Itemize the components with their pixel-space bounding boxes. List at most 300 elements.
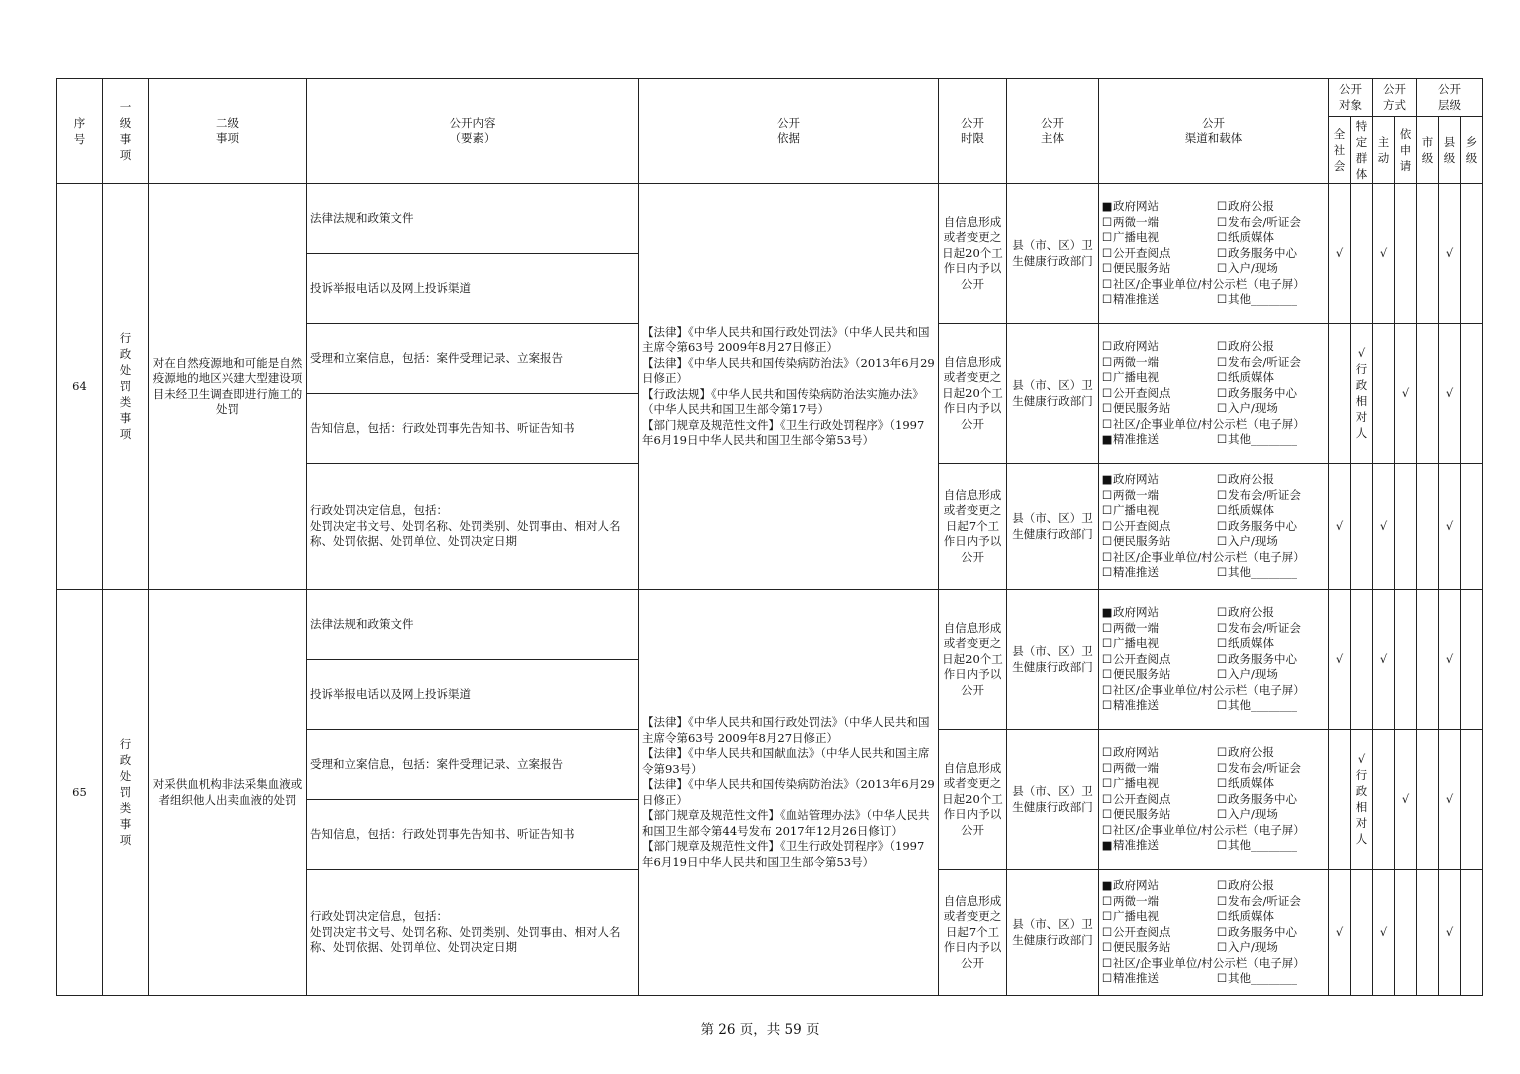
checkbox-icon: ■ (1101, 605, 1113, 620)
row-time-text: 自信息形成或者变更之日起20个工作日内予以公开 (942, 214, 1003, 291)
row-active-mark (1373, 324, 1395, 464)
row-city-mark (1417, 184, 1439, 324)
channel-list (1099, 472, 1328, 581)
row-active-mark (1373, 730, 1395, 870)
channel-label: 社区/企事业单位/村公示栏（电子屏） (1113, 682, 1305, 697)
row-subject-text: 县（市、区）卫生健康行政部门 (1012, 784, 1093, 814)
channel-label: 发布会/听证会 (1228, 487, 1301, 502)
row-subject (1007, 590, 1099, 730)
channel-label: 其他________ (1228, 565, 1297, 580)
channel-item-service_station (1101, 667, 1216, 683)
channel-item-push (1101, 432, 1216, 448)
channel-item-community (1101, 956, 1326, 972)
channel-label: 发布会/听证会 (1228, 620, 1301, 635)
channel-label: 两微一端 (1113, 214, 1159, 229)
checkbox-icon: ☐ (1101, 385, 1113, 400)
checkbox-icon: ☐ (1216, 605, 1228, 620)
row-time (939, 730, 1007, 870)
channel-item-service_station (1101, 401, 1216, 417)
checkbox-icon: ☐ (1216, 807, 1228, 822)
row-obj-all-mark-text: √ (1335, 652, 1344, 667)
channel-item-hearing (1216, 894, 1326, 910)
channel-item-push (1101, 292, 1216, 308)
row-county-mark (1439, 184, 1461, 324)
channel-list (1099, 745, 1328, 854)
row-level1 (103, 184, 149, 590)
table-row (57, 184, 1483, 254)
checkbox-icon: ☐ (1216, 339, 1228, 354)
row-time-text: 自信息形成或者变更之日起7个工作日内予以公开 (943, 893, 1002, 970)
channel-label: 政府网站 (1113, 605, 1159, 620)
channel-label: 便民服务站 (1113, 534, 1171, 549)
disclosure-table (56, 78, 1483, 996)
channel-item-community (1101, 683, 1326, 699)
channel-label: 其他________ (1228, 292, 1297, 307)
channel-item-paper (1216, 503, 1326, 519)
row-content-text: 投诉举报电话以及网上投诉渠道 (310, 280, 471, 295)
channel-item-community (1101, 417, 1326, 433)
channel-label: 广播电视 (1113, 230, 1159, 245)
channel-label: 其他________ (1228, 698, 1297, 713)
channel-label: 社区/企事业单位/村公示栏（电子屏） (1113, 416, 1305, 431)
channel-label: 公开查阅点 (1113, 924, 1171, 939)
channel-item-reading (1101, 386, 1216, 402)
channel-label: 广播电视 (1113, 909, 1159, 924)
row-obj-all-mark-text: √ (1335, 925, 1344, 940)
channel-item-broadcast (1101, 503, 1216, 519)
channel-item-service_center (1216, 792, 1326, 808)
channel-label: 两微一端 (1113, 354, 1159, 369)
header-subject (1007, 79, 1099, 184)
channel-label: 其他________ (1228, 432, 1297, 447)
row-time (939, 324, 1007, 464)
channel-label: 政府网站 (1113, 745, 1159, 760)
channel-label: 政府网站 (1113, 339, 1159, 354)
row-apply-mark-text: √ (1401, 386, 1410, 401)
row-active-mark (1373, 464, 1395, 590)
header-method-apply-text: 依申请 (1399, 126, 1412, 173)
checkbox-icon: ☐ (1216, 971, 1228, 986)
checkbox-icon: ☐ (1216, 518, 1228, 533)
channel-item-reading (1101, 792, 1216, 808)
channel-item-broadcast (1101, 909, 1216, 925)
row-town-mark (1461, 590, 1483, 730)
channel-label: 政务服务中心 (1228, 791, 1297, 806)
header-subject-text: 公开 主体 (1041, 115, 1064, 145)
channel-item-gazette (1216, 878, 1326, 894)
checkbox-icon: ☐ (1101, 261, 1113, 276)
row-subject-text: 县（市、区）卫生健康行政部门 (1012, 378, 1093, 408)
channel-label: 纸质媒体 (1228, 230, 1274, 245)
channel-item-website (1101, 878, 1216, 894)
row-level1-text: 行政处罚类事项 (119, 737, 132, 848)
channel-label: 便民服务站 (1113, 807, 1171, 822)
checkbox-icon: ■ (1101, 838, 1113, 853)
channel-item-community (1101, 823, 1326, 839)
checkbox-icon: ☐ (1101, 651, 1113, 666)
header-level1 (103, 79, 149, 184)
checkbox-icon: ☐ (1101, 534, 1113, 549)
checkbox-icon: ☐ (1101, 276, 1113, 291)
row-county-mark-text: √ (1445, 246, 1454, 261)
checkbox-icon: ☐ (1101, 370, 1113, 385)
channel-label: 政府网站 (1113, 878, 1159, 893)
header-level1-text: 一级事项 (119, 99, 132, 162)
row-obj-all-mark-text: √ (1335, 519, 1344, 534)
channel-label: 入户/现场 (1228, 261, 1278, 276)
header-level-town-text: 乡级 (1465, 134, 1478, 165)
row-active-mark-text: √ (1379, 652, 1388, 667)
row-county-mark-text: √ (1445, 386, 1454, 401)
channel-item-gazette (1216, 339, 1326, 355)
header-object-specific (1351, 117, 1373, 184)
checkbox-icon: ☐ (1216, 370, 1228, 385)
checkbox-icon: ☐ (1216, 245, 1228, 260)
row-content (307, 730, 639, 800)
row-county-mark (1439, 730, 1461, 870)
channel-item-hearing (1216, 215, 1326, 231)
channel-item-reading (1101, 652, 1216, 668)
checkbox-icon: ☐ (1101, 620, 1113, 635)
channel-label: 政府公报 (1228, 605, 1274, 620)
channel-item-onsite (1216, 940, 1326, 956)
channel-item-hearing (1216, 488, 1326, 504)
channel-label: 社区/企事业单位/村公示栏（电子屏） (1113, 549, 1305, 564)
row-county-mark-text: √ (1445, 792, 1454, 807)
checkbox-icon: ☐ (1101, 401, 1113, 416)
header-row-1 (57, 79, 1483, 117)
row-seq (57, 590, 103, 996)
row-content-text: 受理和立案信息，包括：案件受理记录、立案报告 (310, 350, 563, 365)
checkbox-icon: ☐ (1216, 791, 1228, 806)
checkbox-icon: ☐ (1216, 230, 1228, 245)
channel-label: 精准推送 (1113, 698, 1159, 713)
row-apply-mark (1395, 184, 1417, 324)
checkbox-icon: ☐ (1216, 292, 1228, 307)
row-subject-text: 县（市、区）卫生健康行政部门 (1012, 644, 1093, 674)
row-obj-all-mark (1329, 590, 1351, 730)
row-content (307, 254, 639, 324)
row-city-mark (1417, 324, 1439, 464)
channel-item-reading (1101, 519, 1216, 535)
checkbox-icon: ☐ (1216, 565, 1228, 580)
channel-item-gazette (1216, 472, 1326, 488)
channel-label: 政府网站 (1113, 199, 1159, 214)
row-time-text: 自信息形成或者变更之日起20个工作日内予以公开 (942, 760, 1003, 837)
row-time (939, 464, 1007, 590)
channel-label: 政务服务中心 (1228, 518, 1297, 533)
row-obj-all-mark (1329, 730, 1351, 870)
header-basis-text: 公开 依据 (777, 115, 800, 145)
channel-item-reading (1101, 925, 1216, 941)
channel-label: 其他________ (1228, 971, 1297, 986)
channel-label: 广播电视 (1113, 636, 1159, 651)
checkbox-icon: ☐ (1216, 385, 1228, 400)
channel-label: 公开查阅点 (1113, 245, 1171, 260)
row-channels (1099, 730, 1329, 870)
channel-label: 政务服务中心 (1228, 924, 1297, 939)
channel-item-service_center (1216, 925, 1326, 941)
channel-label: 精准推送 (1113, 292, 1159, 307)
row-content-text: 行政处罚决定信息，包括： 处罚决定书文号、处罚名称、处罚类别、处罚事由、相对人名称、处罚依据、处罚单位、处罚决定日期 (310, 503, 621, 549)
channel-item-broadcast (1101, 776, 1216, 792)
channel-item-paper (1216, 230, 1326, 246)
channel-label: 公开查阅点 (1113, 791, 1171, 806)
row-active-mark-text: √ (1379, 246, 1388, 261)
checkbox-icon: ☐ (1216, 261, 1228, 276)
channel-label: 发布会/听证会 (1228, 760, 1301, 775)
channel-label: 便民服务站 (1113, 667, 1171, 682)
checkbox-icon: ☐ (1101, 518, 1113, 533)
channel-label: 政府网站 (1113, 472, 1159, 487)
row-seq-text: 64 (72, 378, 87, 393)
row-obj-specific-mark (1351, 870, 1373, 996)
row-subject-text: 县（市、区）卫生健康行政部门 (1012, 238, 1093, 268)
row-active-mark (1373, 184, 1395, 324)
channel-item-push (1101, 971, 1216, 987)
checkbox-icon: ☐ (1101, 971, 1113, 986)
header-level-county-text: 县级 (1443, 134, 1456, 165)
checkbox-icon: ☐ (1101, 667, 1113, 682)
channel-label: 政府公报 (1228, 199, 1274, 214)
channel-label: 便民服务站 (1113, 261, 1171, 276)
row-obj-specific-mark (1351, 324, 1373, 464)
checkbox-icon: ☐ (1101, 549, 1113, 564)
channel-label: 入户/现场 (1228, 667, 1278, 682)
row-content (307, 464, 639, 590)
header-method-apply (1395, 117, 1417, 184)
row-town-mark (1461, 324, 1483, 464)
row-obj-specific-mark (1351, 730, 1373, 870)
header-level-city (1417, 117, 1439, 184)
checkbox-icon: ☐ (1101, 214, 1113, 229)
channel-label: 政务服务中心 (1228, 651, 1297, 666)
checkbox-icon: ☐ (1101, 230, 1113, 245)
row-level1-text: 行政处罚类事项 (119, 331, 132, 442)
channel-label: 纸质媒体 (1228, 776, 1274, 791)
row-content (307, 184, 639, 254)
checkbox-icon: ☐ (1216, 838, 1228, 853)
checkbox-icon: ☐ (1101, 565, 1113, 580)
channel-item-gazette (1216, 605, 1326, 621)
channel-item-service_center (1216, 519, 1326, 535)
row-town-mark (1461, 870, 1483, 996)
channel-item-hearing (1216, 621, 1326, 637)
checkbox-icon: ☐ (1101, 955, 1113, 970)
checkbox-icon: ☐ (1216, 878, 1228, 893)
row-town-mark (1461, 184, 1483, 324)
page-footer: 第 26 页，共 59 页 (700, 1022, 820, 1038)
row-apply-mark (1395, 464, 1417, 590)
channel-label: 纸质媒体 (1228, 503, 1274, 518)
checkbox-icon: ☐ (1101, 893, 1113, 908)
checkbox-icon: ☐ (1101, 503, 1113, 518)
row-content (307, 394, 639, 464)
channel-item-website (1101, 745, 1216, 761)
row-seq (57, 184, 103, 590)
header-object-all-text: 全社会 (1333, 126, 1346, 173)
row-level2 (149, 184, 307, 590)
channel-item-hearing (1216, 761, 1326, 777)
row-content-text: 行政处罚决定信息，包括： 处罚决定书文号、处罚名称、处罚类别、处罚事由、相对人名称、处罚依据、处罚单位、处罚决定日期 (310, 909, 621, 955)
header-level-group-text: 公开 层级 (1438, 82, 1461, 112)
header-method-group (1373, 79, 1417, 117)
channel-label: 广播电视 (1113, 776, 1159, 791)
header-level2 (149, 79, 307, 184)
channel-item-wechat (1101, 488, 1216, 504)
row-county-mark (1439, 324, 1461, 464)
row-basis (639, 184, 939, 590)
channel-item-push (1101, 698, 1216, 714)
checkbox-icon: ■ (1101, 199, 1113, 214)
row-time-text: 自信息形成或者变更之日起20个工作日内予以公开 (942, 354, 1003, 431)
channel-item-paper (1216, 370, 1326, 386)
row-apply-mark (1395, 870, 1417, 996)
checkbox-icon: ☐ (1101, 416, 1113, 431)
row-content (307, 660, 639, 730)
channel-item-gazette (1216, 745, 1326, 761)
channel-item-onsite (1216, 667, 1326, 683)
row-apply-mark-text: √ (1401, 792, 1410, 807)
channel-label: 广播电视 (1113, 370, 1159, 385)
header-channel-text: 公开 渠道和载体 (1184, 115, 1243, 145)
header-method-active (1373, 117, 1395, 184)
header-content-text: 公开内容 （要素） (449, 115, 496, 145)
channel-item-onsite (1216, 261, 1326, 277)
checkbox-icon: ☐ (1216, 472, 1228, 487)
checkbox-icon: ☐ (1101, 909, 1113, 924)
channel-label: 入户/现场 (1228, 807, 1278, 822)
channel-item-paper (1216, 909, 1326, 925)
channel-list (1099, 605, 1328, 714)
header-basis (639, 79, 939, 184)
header-level-city-text: 市级 (1421, 134, 1434, 165)
checkbox-icon: ☐ (1101, 807, 1113, 822)
header-level-group (1417, 79, 1483, 117)
row-active-mark-text: √ (1379, 925, 1388, 940)
channel-label: 发布会/听证会 (1228, 354, 1301, 369)
channel-label: 政府公报 (1228, 339, 1274, 354)
channel-list (1099, 878, 1328, 987)
channel-label: 政府公报 (1228, 472, 1274, 487)
header-time (939, 79, 1007, 184)
channel-label: 精准推送 (1113, 565, 1159, 580)
row-city-mark (1417, 870, 1439, 996)
channel-item-service_center (1216, 246, 1326, 262)
row-content-text: 法律法规和政策文件 (310, 616, 414, 631)
channel-label: 便民服务站 (1113, 401, 1171, 416)
checkbox-icon: ☐ (1216, 651, 1228, 666)
channel-item-gazette (1216, 199, 1326, 215)
row-time (939, 184, 1007, 324)
channel-label: 入户/现场 (1228, 534, 1278, 549)
checkbox-icon: ☐ (1216, 760, 1228, 775)
checkbox-icon: ☐ (1216, 776, 1228, 791)
channel-list (1099, 339, 1328, 448)
channel-label: 社区/企事业单位/村公示栏（电子屏） (1113, 276, 1305, 291)
channel-item-onsite (1216, 807, 1326, 823)
channel-label: 精准推送 (1113, 432, 1159, 447)
row-county-mark-text: √ (1445, 519, 1454, 534)
row-obj-specific-mark (1351, 590, 1373, 730)
table-row (57, 590, 1483, 660)
row-subject (1007, 730, 1099, 870)
row-level2-text: 对在自然疫源地和可能是自然疫源地的地区兴建大型建设项目未经卫生调查即进行施工的处罚 (152, 355, 303, 416)
row-active-mark (1373, 870, 1395, 996)
channel-item-broadcast (1101, 636, 1216, 652)
row-content (307, 590, 639, 660)
checkbox-icon: ☐ (1216, 487, 1228, 502)
channel-item-onsite (1216, 534, 1326, 550)
channel-item-other (1216, 838, 1326, 854)
checkbox-icon: ☐ (1216, 214, 1228, 229)
channel-label: 入户/现场 (1228, 940, 1278, 955)
header-level-county (1439, 117, 1461, 184)
checkbox-icon: ☐ (1101, 245, 1113, 260)
channel-label: 便民服务站 (1113, 940, 1171, 955)
row-obj-all-mark (1329, 324, 1351, 464)
header-content (307, 79, 639, 184)
row-county-mark (1439, 464, 1461, 590)
checkbox-icon: ☐ (1101, 682, 1113, 697)
channel-item-website (1101, 339, 1216, 355)
channel-item-hearing (1216, 355, 1326, 371)
channel-label: 政务服务中心 (1228, 245, 1297, 260)
row-obj-specific-mark (1351, 184, 1373, 324)
checkbox-icon: ☐ (1216, 636, 1228, 651)
row-city-mark (1417, 590, 1439, 730)
checkbox-icon: ☐ (1101, 760, 1113, 775)
channel-item-paper (1216, 776, 1326, 792)
row-channels (1099, 464, 1329, 590)
channel-item-website (1101, 199, 1216, 215)
row-active-mark-text: √ (1379, 519, 1388, 534)
row-subject (1007, 464, 1099, 590)
row-active-mark (1373, 590, 1395, 730)
row-content (307, 870, 639, 996)
channel-label: 精准推送 (1113, 971, 1159, 986)
checkbox-icon: ☐ (1216, 745, 1228, 760)
channel-item-other (1216, 565, 1326, 581)
row-obj-all-mark (1329, 464, 1351, 590)
row-subject-text: 县（市、区）卫生健康行政部门 (1012, 511, 1093, 541)
row-subject (1007, 324, 1099, 464)
row-content-text: 投诉举报电话以及网上投诉渠道 (310, 686, 471, 701)
row-content-text: 告知信息，包括：行政处罚事先告知书、听证告知书 (310, 420, 575, 435)
header-object-all (1329, 117, 1351, 184)
channel-label: 纸质媒体 (1228, 370, 1274, 385)
row-county-mark (1439, 590, 1461, 730)
row-content-text: 法律法规和政策文件 (310, 210, 414, 225)
checkbox-icon: ■ (1101, 878, 1113, 893)
row-channels (1099, 870, 1329, 996)
channel-label: 精准推送 (1113, 838, 1159, 853)
channel-label: 公开查阅点 (1113, 385, 1171, 400)
channel-label: 两微一端 (1113, 893, 1159, 908)
checkbox-icon: ☐ (1216, 620, 1228, 635)
channel-label: 入户/现场 (1228, 401, 1278, 416)
channel-item-push (1101, 565, 1216, 581)
row-town-mark (1461, 464, 1483, 590)
checkbox-icon: ■ (1101, 472, 1113, 487)
row-level1 (103, 590, 149, 996)
checkbox-icon: ☐ (1216, 401, 1228, 416)
channel-item-paper (1216, 636, 1326, 652)
row-obj-all-mark (1329, 184, 1351, 324)
checkbox-icon: ☐ (1101, 745, 1113, 760)
row-time-text: 自信息形成或者变更之日起20个工作日内予以公开 (942, 620, 1003, 697)
checkbox-icon: ☐ (1216, 503, 1228, 518)
